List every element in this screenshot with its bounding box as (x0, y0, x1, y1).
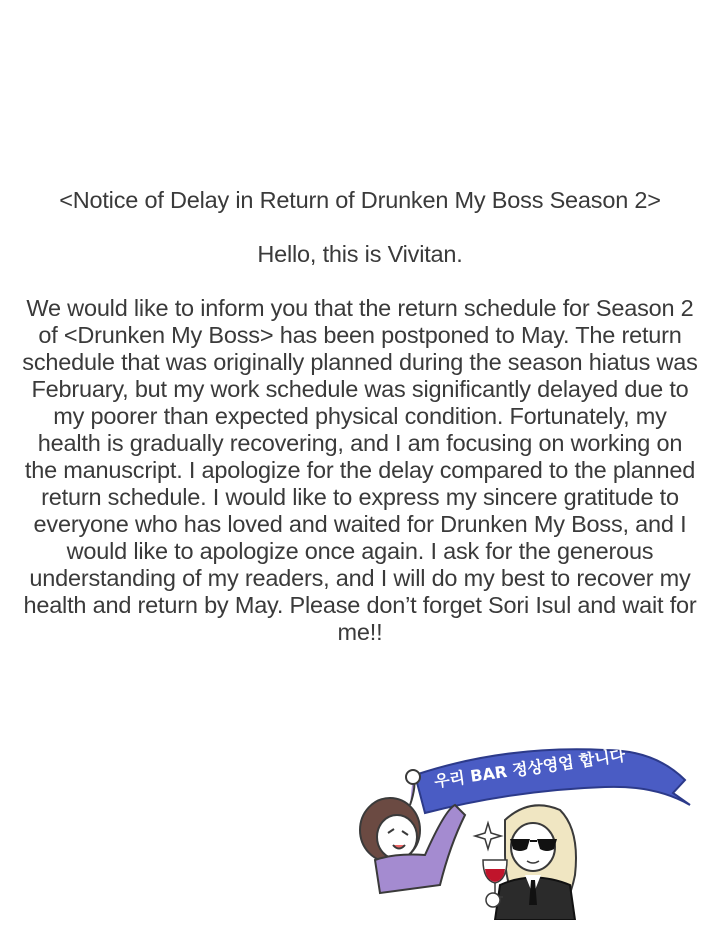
sparkle-icon (475, 823, 501, 849)
notice-greeting: Hello, this is Vivitan. (257, 241, 463, 267)
banner (415, 745, 690, 813)
chibi-bar-illustration (355, 735, 700, 920)
notice-text-block (20, 187, 700, 646)
notice-body: We would like to inform you that the return schedule for Season 2 of <Drunken My Boss> has been postponed to May. The return schedule that was originally planned during the season hiatus was February, but my work schedule was significantly delayed due to my poorer than expected physical condition. Fortunately, my health is gradually recovering, and I am focusing on working on the manuscript. I apologize for the delay compared to the planned return schedule. I would like to express my sincere gratitude to everyone who has loved and waited for Drunken My Boss, and I would like to apologize once again. I ask for the generous understanding of my readers, and I will do my best to recover my health and return by May. Please don’t forget Sori Isul and wait for me!! (22, 295, 698, 645)
banner-text: 우리 BAR 정상영업 합니다 (432, 745, 627, 791)
notice-title: <Notice of Delay in Return of Drunken My Boss Season 2> (59, 187, 661, 213)
